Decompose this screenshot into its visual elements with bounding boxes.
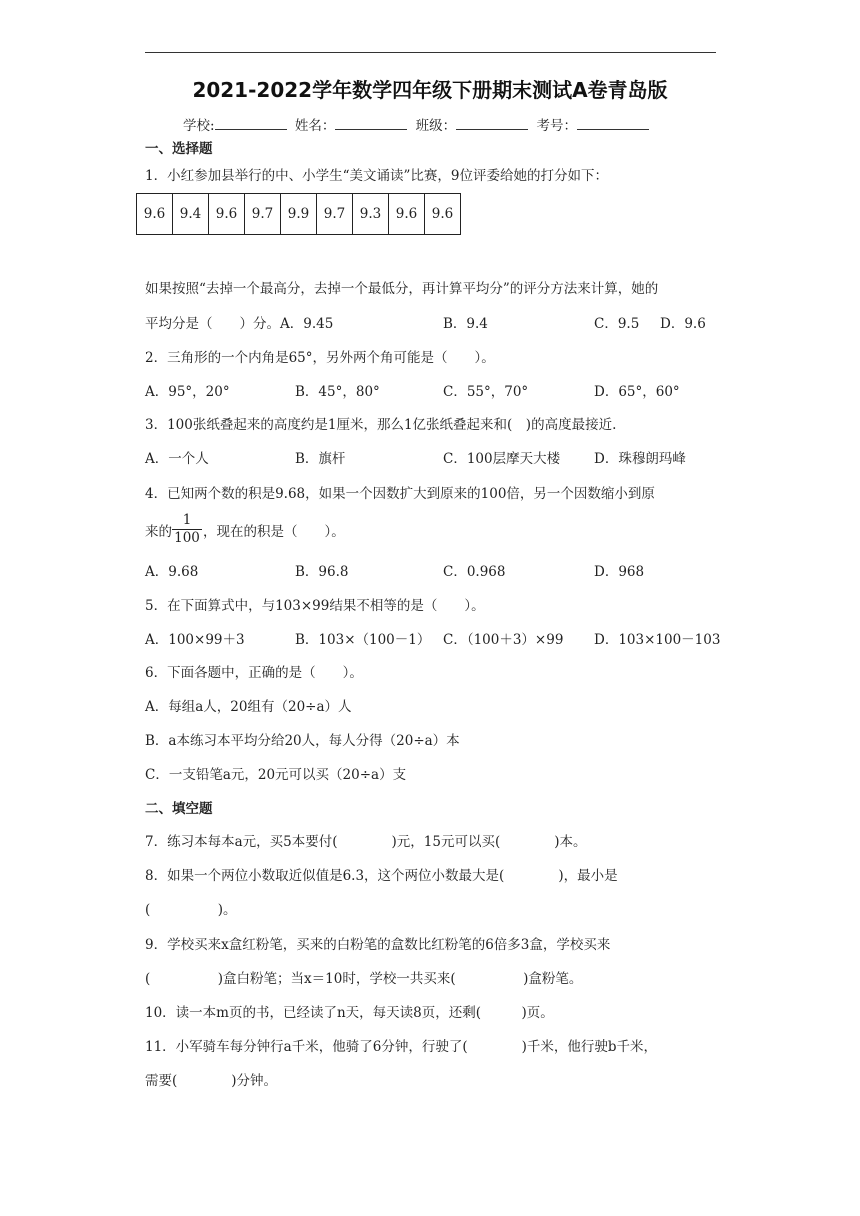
page-title: 2021-2022学年数学四年级下册期末测试A卷青岛版 [192, 78, 668, 102]
question-6-option-a: A．每组a人，20组有（20÷a）人 [145, 699, 352, 715]
section-heading-fill: 二、填空题 [145, 801, 213, 817]
question-2-stem: 2．三角形的一个内角是65°，另外两个角可能是（ ）。 [145, 350, 495, 366]
question-2-option-d: D．65°，60° [594, 384, 680, 400]
question-3-option-c: C．100层摩天大楼 [443, 451, 561, 467]
question-2-option-b: B．45°，80° [295, 384, 380, 400]
score-cell: 9.3 [353, 194, 389, 235]
question-4-option-d: D．968 [594, 564, 645, 580]
score-table [136, 193, 461, 235]
question-5-option-d: D．103×100－103 [594, 632, 721, 648]
question-3-option-d: D．珠穆朗玛峰 [594, 451, 686, 467]
question-1-stem: 1．小红参加县举行的中、小学生“美文诵读”比赛，9位评委给她的打分如下： [145, 168, 608, 184]
score-cell: 9.6 [137, 194, 173, 235]
question-6-option-b: B．a本练习本平均分给20人，每人分得（20÷a）本 [145, 733, 460, 749]
name-blank[interactable] [335, 115, 407, 130]
question-9-line-1: 9．学校买来x盒红粉笔，买来的白粉笔的盒数比红粉笔的6倍多3盒，学校买来 [145, 937, 611, 953]
question-11-line-2: 需要( )分钟。 [145, 1073, 278, 1089]
question-4-option-b: B．96.8 [295, 564, 349, 580]
score-cell: 9.7 [245, 194, 281, 235]
question-10: 10．读一本m页的书，已经读了n天，每天读8页，还剩( )页。 [145, 1005, 554, 1021]
question-6-option-c: C．一支铅笔a元，20元可以买（20÷a）支 [145, 767, 407, 783]
question-1-option-a: 平均分是（ ）分。A．9.45 [145, 316, 334, 332]
name-label: 姓名： [294, 118, 336, 134]
question-3-stem: 3．100张纸叠起来的高度约是1厘米，那么1亿张纸叠起来和( )的高度最接近. [145, 417, 617, 433]
question-3-option-a: A．一个人 [145, 451, 209, 467]
class-blank[interactable] [456, 115, 528, 130]
fraction-denominator: 100 [174, 530, 200, 546]
question-5-option-a: A．100×99＋3 [145, 632, 245, 648]
class-label: 班级： [415, 118, 457, 134]
question-9-line-2: ( )盒白粉笔；当x＝10时，学校一共买来( )盒粉笔。 [145, 971, 583, 987]
question-8-line-2: ( )。 [145, 902, 237, 918]
score-cell: 9.7 [317, 194, 353, 235]
top-rule [145, 52, 716, 53]
score-cell: 9.6 [209, 194, 245, 235]
question-5-option-b: B．103×（100－1） [295, 632, 431, 648]
school-label: 学校: [183, 118, 215, 134]
question-2-option-a: A．95°，20° [145, 384, 230, 400]
fraction-one-hundredth [172, 512, 202, 547]
school-blank[interactable] [215, 115, 287, 130]
question-4-post-text: ，现在的积是（ ）。 [203, 524, 345, 540]
section-heading-choice: 一、选择题 [145, 141, 213, 157]
question-4-pre-text: 来的 [145, 524, 172, 540]
question-4-option-a: A．9.68 [145, 564, 199, 580]
question-6-stem: 6．下面各题中，正确的是（ ）。 [145, 665, 363, 681]
score-cell: 9.9 [281, 194, 317, 235]
question-7: 7．练习本每本a元，买5本要付( )元，15元可以买( )本。 [145, 834, 587, 850]
exam-number-blank[interactable] [577, 115, 649, 130]
question-2-option-c: C．55°，70° [443, 384, 529, 400]
question-5-option-c: C．（100＋3）×99 [443, 632, 564, 648]
question-1-option-d: D．9.6 [660, 316, 706, 332]
score-cell: 9.6 [425, 194, 461, 235]
question-1-option-c: C．9.5 [594, 316, 640, 332]
question-4-stem: 4．已知两个数的积是9.68，如果一个因数扩大到原来的100倍，另一个因数缩小到原 [145, 486, 655, 502]
question-5-stem: 5．在下面算式中，与103×99结果不相等的是（ ）。 [145, 598, 485, 614]
question-11-line-1: 11．小军骑车每分钟行a千米，他骑了6分钟，行驶了( )千米，他行驶b千米， [145, 1039, 657, 1055]
fraction-numerator: 1 [172, 512, 202, 530]
score-cell: 9.6 [389, 194, 425, 235]
question-1-text: 如果按照“去掉一个最高分，去掉一个最低分，再计算平均分”的评分方法来计算，她的 [145, 281, 659, 297]
student-info-line [183, 114, 653, 134]
question-8-line-1: 8．如果一个两位小数取近似值是6.3，这个两位小数最大是( )，最小是 [145, 868, 618, 884]
question-3-option-b: B．旗杆 [295, 451, 346, 467]
score-cell: 9.4 [173, 194, 209, 235]
question-4-option-c: C．0.968 [443, 564, 506, 580]
exam-number-label: 考号： [536, 118, 577, 134]
question-1-option-b: B．9.4 [443, 316, 488, 332]
